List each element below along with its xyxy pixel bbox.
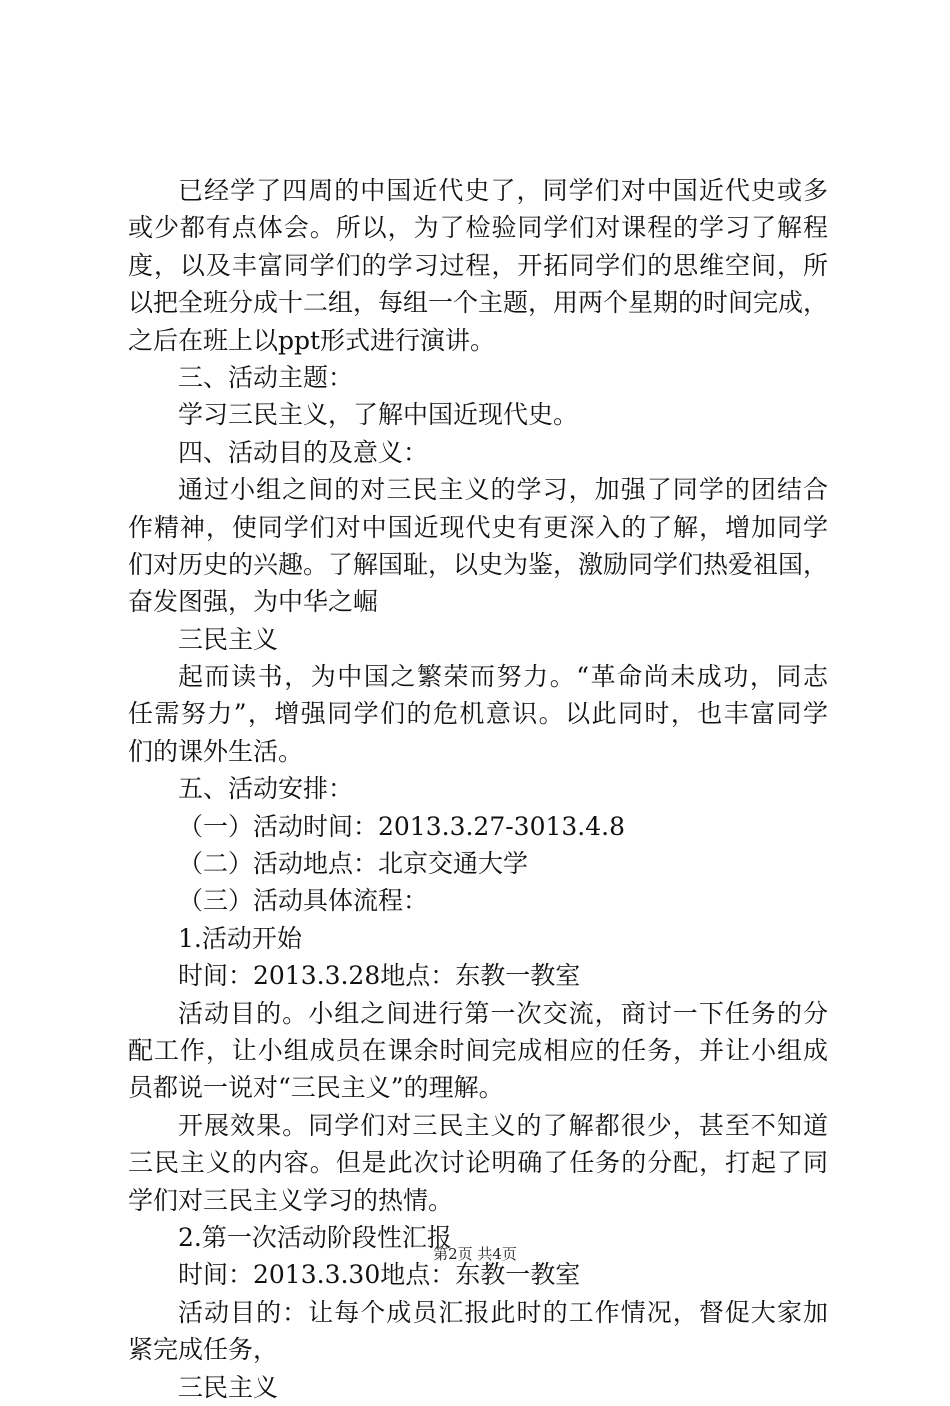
text-line: 度，以及丰富同学们的学习过程，开拓同学们的思维空间，所: [128, 250, 828, 280]
text-line: 学们对三民主义学习的热情。: [128, 1185, 454, 1215]
text-line: 通过小组之间的对三民主义的学习，加强了同学的团结合: [178, 475, 828, 505]
text-line: （二）活动地点：北京交通大学: [178, 849, 529, 879]
subsection-heading: 2.第一次活动阶段性汇报: [178, 1222, 452, 1252]
text-line: 员都说一说对“三民主义”的理解。: [128, 1073, 504, 1103]
text-line: 学习三民主义，了解中国近现代史。: [178, 400, 579, 430]
text-line: 三民主义: [178, 624, 279, 654]
text-line: 已经学了四周的中国近代史了，同学们对中国近代史或多: [178, 176, 828, 205]
text-line: （一）活动时间：2013.3.27-3013.4.8: [178, 811, 626, 841]
document-body: [128, 172, 828, 1406]
text-line: 任需努力”，增强同学们的危机意识。以此同时，也丰富同学: [128, 699, 828, 729]
section-heading: 五、活动安排：: [178, 774, 354, 804]
text-line: 以把全班分成十二组，每组一个主题，用两个星期的时间完成，: [128, 288, 829, 318]
text-line: 之后在班上以ppt形式进行演讲。: [128, 325, 496, 355]
section-heading: 三、活动主题：: [178, 362, 354, 392]
page-number-footer: 第2页 共4页: [433, 1245, 517, 1263]
text-line: 时间：2013.3.30地点：东教一教室: [178, 1260, 581, 1290]
text-line: 配工作，让小组成员在课余时间完成相应的任务，并让小组成: [128, 1035, 828, 1065]
text-line: 活动目的：让每个成员汇报此时的工作情况，督促大家加: [178, 1297, 828, 1327]
text-line: 活动目的。小组之间进行第一次交流，商讨一下任务的分: [178, 998, 828, 1028]
text-line: 奋发图强，为中华之崛: [128, 587, 379, 617]
text-line: 紧完成任务，: [128, 1335, 279, 1365]
text-line: 开展效果。同学们对三民主义的了解都很少，甚至不知道: [178, 1110, 828, 1140]
section-heading: 四、活动目的及意义：: [178, 437, 429, 467]
subsection-heading: 1.活动开始: [178, 923, 302, 953]
text-line: 起而读书，为中国之繁荣而努力。“革命尚未成功，同志: [178, 662, 828, 692]
text-line: 时间：2013.3.28地点：东教一教室: [178, 961, 581, 991]
text-line: 或少都有点体会。所以，为了检验同学们对课程的学习了解程: [128, 213, 828, 243]
text-line: 作精神，使同学们对中国近现代史有更深入的了解，增加同学: [128, 512, 828, 542]
text-line: 们对历史的兴趣。了解国耻，以史为鉴，激励同学们热爱祖国，: [128, 549, 829, 579]
text-line: 三民主义: [178, 1372, 279, 1402]
text-line: 们的课外生活。: [128, 736, 304, 766]
text-line: 三民主义的内容。但是此次讨论明确了任务的分配，打起了同: [128, 1148, 828, 1178]
text-line: （三）活动具体流程：: [178, 886, 429, 916]
